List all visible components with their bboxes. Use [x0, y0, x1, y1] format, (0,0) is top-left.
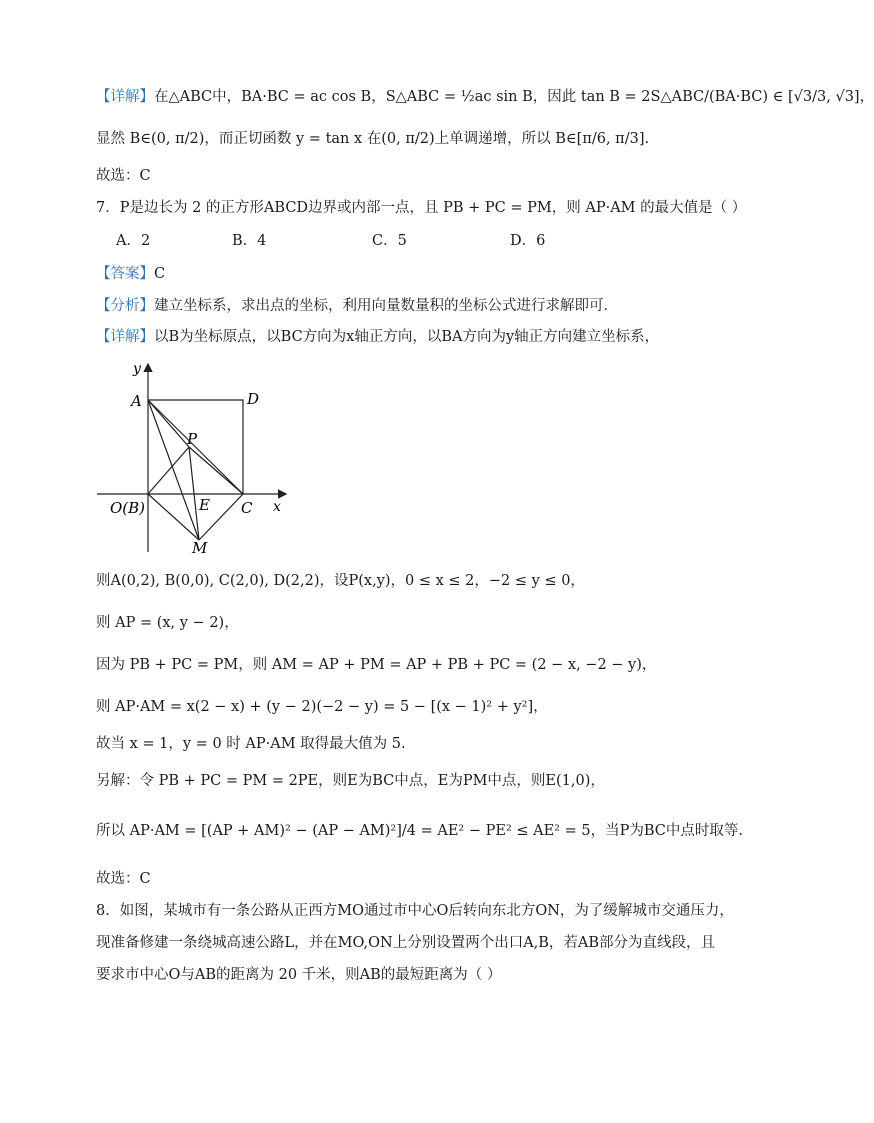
- option-a: A．2: [116, 233, 151, 249]
- solution-line-1: 【详解】在△ABC中，BA·BC = ac cos B，S△ABC = ½ac sin B，因此 tan B = 2S△ABC/(BA·BC) ∈ [√3/3, √3]，: [96, 89, 874, 105]
- problem-8-line-1: 8．如图，某城市有一条公路从正西方MO通过市中心O后转向东北方ON，为了缓解城市交通压力，: [96, 903, 734, 919]
- max-value-line: 故当 x = 1，y = 0 时 AP·AM 取得最大值为 5.: [96, 736, 406, 752]
- label-x: x: [273, 499, 281, 515]
- problem-7-statement: 7．P是边长为 2 的正方形ABCD边界或内部一点，且 PB + PC = PM，则 AP·AM 的最大值是（ ）: [96, 200, 747, 216]
- vector-ap-line: 则 AP = (x, y − 2)，: [96, 615, 239, 631]
- coordinate-figure: [95, 357, 295, 557]
- label-c: C: [241, 499, 253, 517]
- alt-solution-line: 另解：令 PB + PC = PM = 2PE，则E为BC中点，E为PM中点，则E(1,0)，: [96, 773, 605, 789]
- label-m: M: [192, 539, 208, 557]
- answer-label: 【答案】C: [96, 266, 166, 282]
- solution-line-2: 显然 B∈(0, π/2)，而正切函数 y = tan x 在(0, π/2)上单调递增，所以 B∈[π/6, π/3].: [96, 131, 650, 147]
- coords-line: 则A(0,2), B(0,0), C(2,0), D(2,2)，设P(x,y)，0 ≤ x ≤ 2，−2 ≤ y ≤ 0，: [96, 573, 585, 589]
- label-a: A: [131, 392, 142, 410]
- alt-formula-line: 所以 AP·AM = [(AP + AM)² − (AP − AM)²]/4 = AE² − PE² ≤ AE² = 5，当P为BC中点时取等.: [96, 823, 743, 839]
- answer-choice-prev: 故选：C: [96, 168, 151, 184]
- dot-product-line: 则 AP·AM = x(2 − x) + (y − 2)(−2 − y) = 5 − [(x − 1)² + y²]，: [96, 699, 548, 715]
- option-d: D．6: [510, 233, 546, 249]
- analysis-line: 【分析】建立坐标系，求出点的坐标，利用向量数量积的坐标公式进行求解即可．: [96, 298, 618, 314]
- problem-8-line-3: 要求市中心O与AB的距离为 20 千米，则AB的最短距离为（ ）: [96, 967, 502, 983]
- label-e: E: [199, 496, 210, 514]
- label-p: P: [187, 430, 198, 448]
- solution-intro: 【详解】以B为坐标原点，以BC方向为x轴正方向，以BA方向为y轴正方向建立坐标系，: [96, 329, 660, 345]
- vector-am-line: 因为 PB + PC = PM，则 AM = AP + PM = AP + PB + PC = (2 − x, −2 − y)，: [96, 657, 657, 673]
- label-o: O(B): [110, 499, 146, 517]
- label-y: y: [133, 361, 141, 377]
- option-b: B．4: [232, 233, 267, 249]
- label-d: D: [247, 390, 260, 408]
- answer-choice-7: 故选：C: [96, 871, 151, 887]
- option-c: C．5: [372, 233, 407, 249]
- problem-8-line-2: 现准备修建一条绕城高速公路L，并在MO,ON上分别设置两个出口A,B，若AB部分为直线段，且: [96, 935, 716, 951]
